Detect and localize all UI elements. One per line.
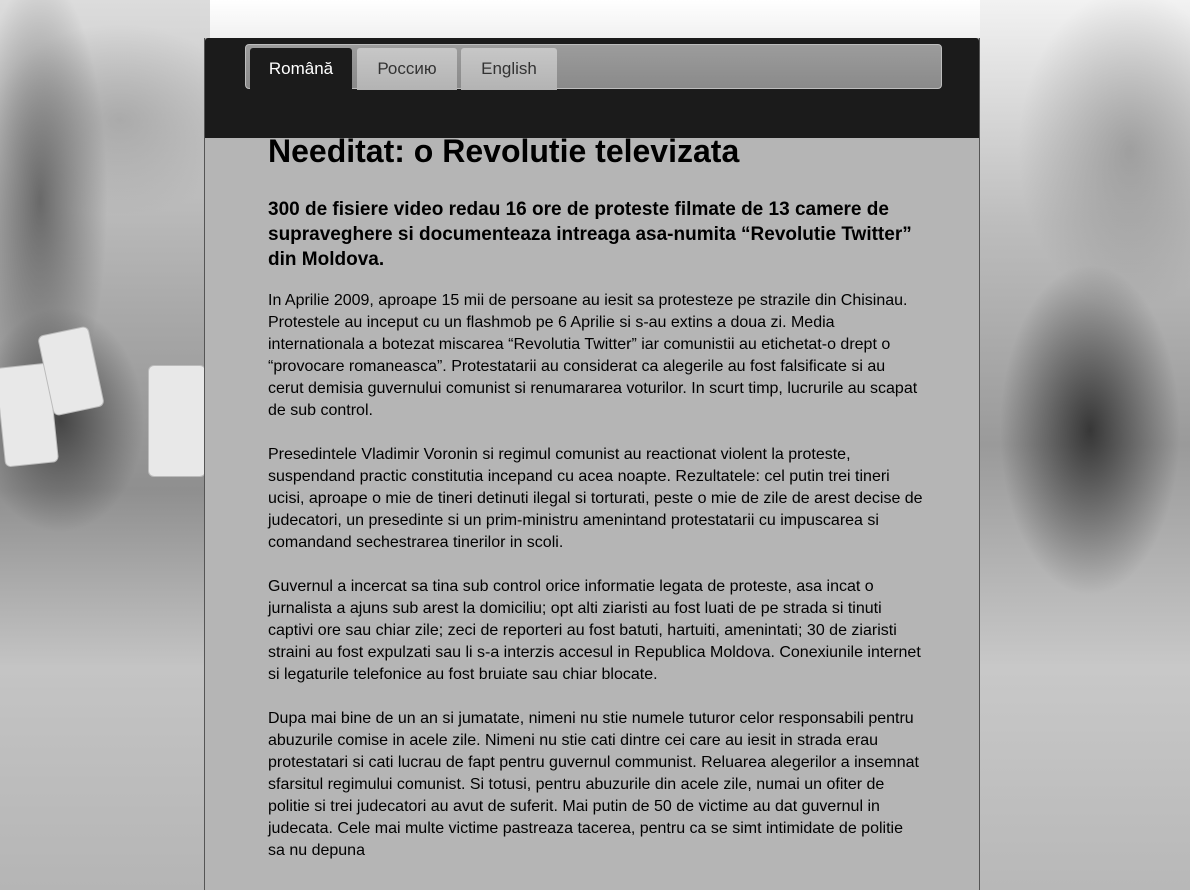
tab-english[interactable]: English bbox=[461, 48, 557, 90]
riot-shield-graphic bbox=[148, 365, 206, 477]
article-paragraph: Guvernul a incercat sa tina sub control orice informatie legata de proteste, asa incat o jurnalista a ajuns sub arest la domiciliu; opt alti ziaristi au fost luati de pe strada si tinuti captivi ore sau chiar zile; zeci de reporteri au fost batuti, hartuiti, amenintati; 30 de ziaristi straini au fost expulzati sau li s-a interzis accesul in Republica Moldova. Conexiunile internet si legaturile telefonice au fost bruiate sau chiar blocate. bbox=[268, 578, 921, 683]
content-panel bbox=[204, 38, 980, 890]
article-paragraph: Dupa mai bine de un an si jumatate, nimeni nu stie numele tuturor celor responsabili pentru abuzurile comise in acele zile. Nimeni nu stie cati dintre cei care au iesit in strada erau protestatari si cati lucrau de fapt pentru guvernul communist. Reluarea alegerilor a insemnat sfarsitul regimului comunist. Si totusi, pentru abuzurile din acele zile, numai un ofiter de politie si trei judecatori au avut de suferit. Mai putin de 50 de victime au dat guvernul in judecata. Cele mai multe victime pastreaza tacerea, pentru ca se simt intimidate de politie sa nu depuna bbox=[268, 710, 919, 859]
article-title: Needitat: o Revolutie televizata bbox=[268, 133, 740, 169]
tab-romana[interactable]: Română bbox=[250, 48, 352, 90]
article-subtitle: 300 de fisiere video redau 16 ore de proteste filmate de 13 camere de supraveghere si documenteaza intreaga asa-numita “Revolutie Twitter” din Moldova. bbox=[268, 199, 912, 270]
article bbox=[268, 132, 928, 862]
page-header bbox=[205, 38, 979, 138]
background-photo-right bbox=[980, 0, 1190, 890]
tab-russian[interactable]: Россию bbox=[357, 48, 457, 90]
article-paragraph: In Aprilie 2009, aproape 15 mii de persoane au iesit sa protesteze pe strazile din Chisinau. Protestele au inceput cu un flashmob pe 6 Aprilie si s-au extins a doua zi. Media internationala a botezat miscarea “Revolutia Twitter” iar comunistii au etichetat-o drept o “provocare romaneasca”. Protestatarii au considerat ca alegerile au fost falsificate si au cerut demisia guvernului comunist si renumararea voturilor. In scurt timp, lucrurile au scapat de sub control. bbox=[268, 292, 918, 419]
background-photo-left bbox=[0, 0, 210, 890]
article-paragraph: Presedintele Vladimir Voronin si regimul comunist au reactionat violent la proteste, suspendand practic constitutia incepand cu acea noapte. Rezultatele: cel putin trei tineri ucisi, aproape o mie de tineri detinuti ilegal si torturati, peste o mie de zile de arest decise de judecatori, un presedinte si un prim-ministru amenintand protestatarii cu impuscarea si comandand sechestrarea tinerilor in scoli. bbox=[268, 446, 923, 551]
language-tab-bar bbox=[245, 44, 942, 89]
